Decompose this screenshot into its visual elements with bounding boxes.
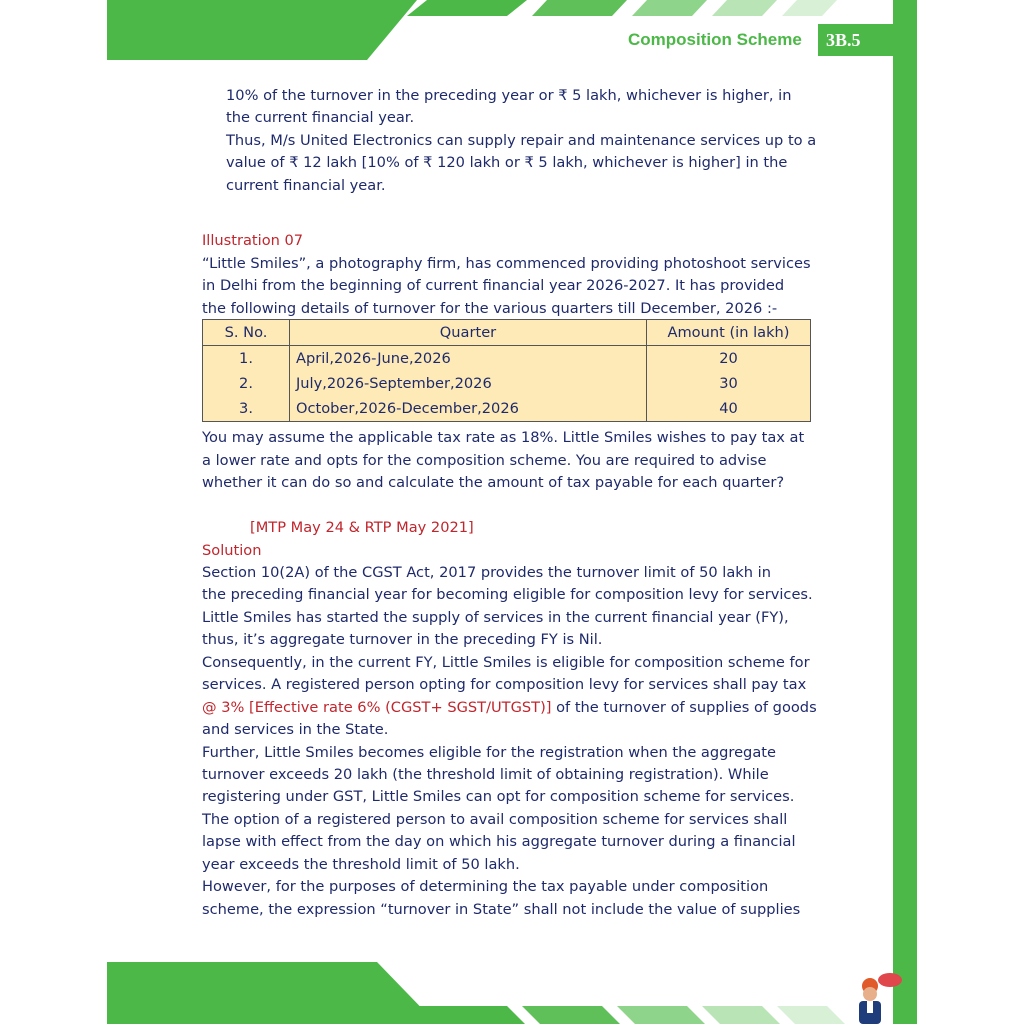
text-fragment: of the turnover of supplies of goods [551,699,817,716]
text-line: The option of a registered person to avail composition scheme for services shall [202,811,788,828]
text-line: You may assume the applicable tax rate as 18%. Little Smiles wishes to pay tax at [202,429,805,446]
text-line: “Little Smiles”, a photography firm, has commenced providing photoshoot services [202,255,811,272]
table-row [203,371,811,396]
text-line: registering under GST, Little Smiles can opt for composition scheme for services. [202,788,795,805]
text-line: turnover exceeds 20 lakh (the threshold limit of obtaining registration). While [202,766,769,783]
text-line: Further, Little Smiles becomes eligible for the registration when the aggregate [202,744,776,761]
tax-rate-highlight: @ 3% [Effective rate 6% (CGST+ SGST/UTGST)] [202,699,552,716]
reference-note: [MTP May 24 & RTP May 2021] [250,519,474,536]
text-line: the current financial year. [226,109,415,126]
text-line: value of ₹ 12 lakh [10% of ₹ 120 lakh or ₹ 5 lakh, whichever is higher] in the [226,154,788,171]
text-line: thus, it’s aggregate turnover in the preceding FY is Nil. [202,631,603,648]
right-green-bar [893,0,917,1024]
text-line: scheme, the expression “turnover in State” shall not include the value of supplies [202,901,801,918]
cell-quarter: April,2026-June,2026 [290,346,647,372]
cell-sno: 1. [203,346,290,372]
cell-amount: 40 [647,396,811,422]
table-row [203,346,811,372]
cell-amount: 30 [647,371,811,396]
column-header: Quarter [290,320,647,346]
text-line: However, for the purposes of determining the tax payable under composition [202,878,769,895]
text-line: services. A registered person opting for composition levy for services shall pay tax [202,676,807,693]
column-header: Amount (in lakh) [647,320,811,346]
illustration-heading: Illustration 07 [202,232,304,249]
text-line: lapse with effect from the day on which his aggregate turnover during a financial [202,833,796,850]
text-line: the preceding financial year for becoming eligible for composition levy for services. [202,586,813,603]
footer-decoration [107,962,917,1024]
page-number-tag: 3B.5 [818,24,893,56]
presenter-mascot-icon [852,972,904,1024]
table-row [203,396,811,422]
text-line: year exceeds the threshold limit of 50 lakh. [202,856,520,873]
cell-sno: 3. [203,396,290,422]
text-line: Consequently, in the current FY, Little Smiles is eligible for composition scheme for [202,654,810,671]
cell-sno: 2. [203,371,290,396]
cell-quarter: October,2026-December,2026 [290,396,647,422]
text-line [202,697,817,719]
text-line: in Delhi from the beginning of current financial year 2026-2027. It has provided [202,277,785,294]
text-line: the following details of turnover for the various quarters till December, 2026 :- [202,300,778,317]
text-line: Section 10(2A) of the CGST Act, 2017 provides the turnover limit of 50 lakh in [202,564,771,581]
column-header: S. No. [203,320,290,346]
text-line: 10% of the turnover in the preceding year or ₹ 5 lakh, whichever is higher, in [226,87,792,104]
text-line: a lower rate and opts for the composition scheme. You are required to advise [202,452,767,469]
text-line: current financial year. [226,177,386,194]
solution-heading: Solution [202,542,262,559]
header-title: Composition Scheme [628,30,802,49]
text-line: and services in the State. [202,721,389,738]
table-header-row [203,320,811,346]
cell-quarter: July,2026-September,2026 [290,371,647,396]
text-line: Thus, M/s United Electronics can supply repair and maintenance services up to a [226,132,817,149]
cell-amount: 20 [647,346,811,372]
text-line: Little Smiles has started the supply of services in the current financial year (FY), [202,609,789,626]
text-line: whether it can do so and calculate the amount of tax payable for each quarter? [202,474,785,491]
turnover-table [202,319,811,422]
